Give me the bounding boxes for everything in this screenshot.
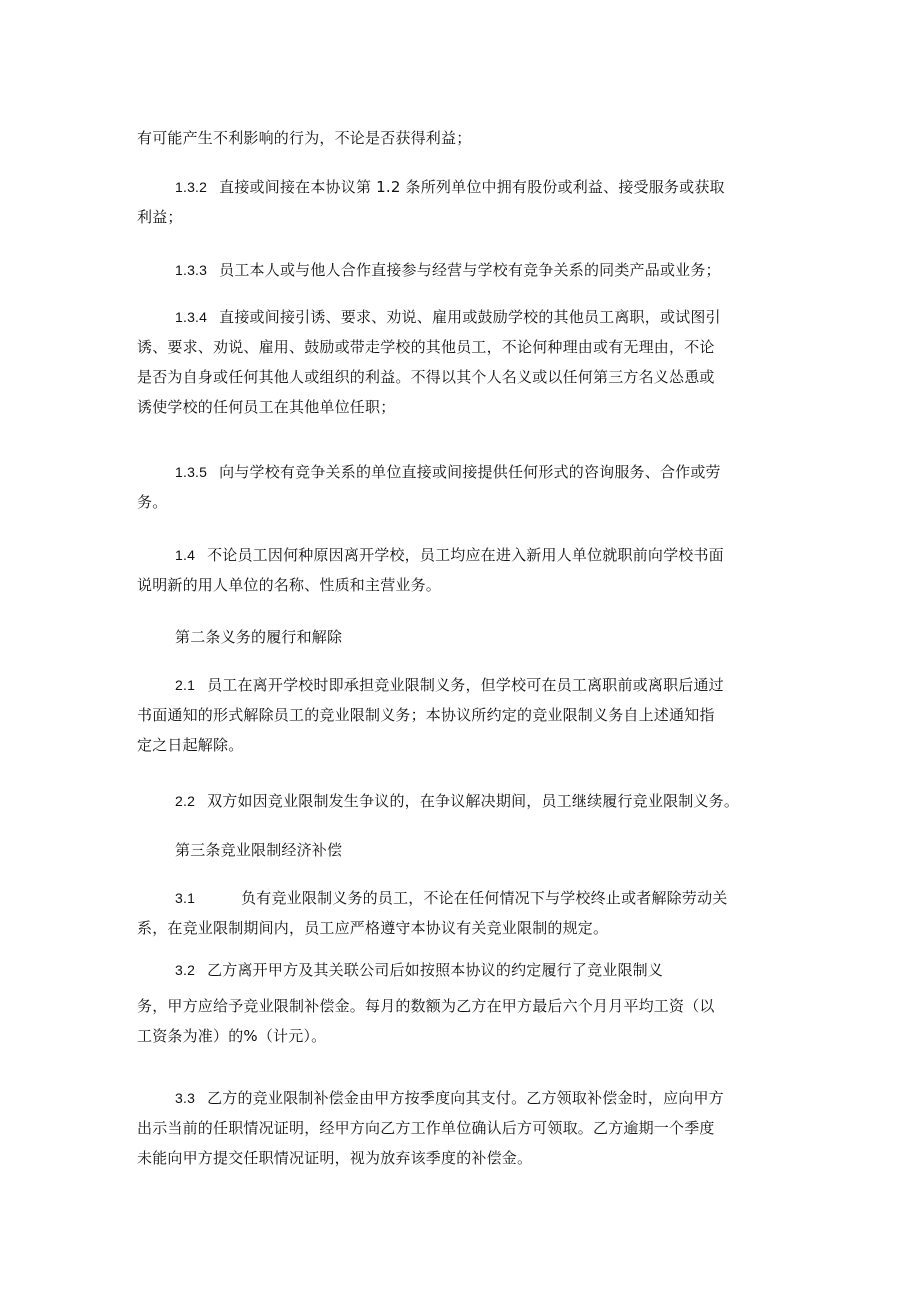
text-line: 负有竞业限制义务的员工，不论在任何情况下与学校终止或者解除劳动关 bbox=[241, 889, 728, 907]
first-line bbox=[137, 1083, 792, 1113]
clause-number: 1.3.4 bbox=[175, 309, 208, 325]
clause-1-3-2 bbox=[137, 172, 792, 232]
text-line: 书面通知的形式解除员工的竞业限制义务；本协议所约定的竞业限制义务自上述通知指 bbox=[137, 706, 715, 724]
text-line: 利益； bbox=[137, 208, 183, 226]
first-line bbox=[137, 172, 792, 202]
clause-3-3 bbox=[137, 1083, 792, 1173]
text-line: 定之日起解除。 bbox=[137, 736, 244, 754]
clause-number: 1.3.5 bbox=[175, 464, 208, 480]
section-heading-3 bbox=[137, 835, 792, 865]
text-line: 务，甲方应给予竞业限制补偿金。每月的数额为乙方在甲方最后六个月月平均工资（以 bbox=[137, 997, 715, 1015]
clause-number: 1.4 bbox=[175, 547, 196, 563]
text-line: 系，在竞业限制期间内，员工应严格遵守本协议有关竞业限制的规定。 bbox=[137, 919, 609, 937]
text-line: 直接或间接在本协议第 1.2 条所列单位中拥有股份或利益、接受服务或获取 bbox=[219, 178, 725, 196]
text-line: 出示当前的任职情况证明，经甲方向乙方工作单位确认后方可领取。乙方逾期一个季度 bbox=[137, 1119, 715, 1137]
text-line: 乙方离开甲方及其关联公司后如按照本协议的约定履行了竞业限制义 bbox=[207, 961, 664, 979]
first-line bbox=[137, 622, 792, 652]
first-line bbox=[137, 835, 792, 865]
clause-1-3-5 bbox=[137, 457, 792, 517]
text-line: 不论员工因何种原因离开学校，员工均应在进入新用人单位就职前向学校书面 bbox=[207, 546, 724, 564]
paragraph-continuation bbox=[137, 123, 792, 153]
clause-number: 3.3 bbox=[175, 1090, 196, 1106]
first-line bbox=[137, 255, 792, 285]
text-line: 诱使学校的任何员工在其他单位任职； bbox=[137, 398, 396, 416]
clause-3-1 bbox=[137, 883, 792, 943]
first-line bbox=[137, 955, 792, 985]
heading-text: 第二条义务的履行和解除 bbox=[175, 628, 343, 646]
text-line: 诱、要求、劝说、雇用、鼓励或带走学校的其他员工，不论何种理由或有无理由，不论 bbox=[137, 338, 715, 356]
text-line: 有可能产生不利影响的行为，不论是否获得利益； bbox=[137, 129, 472, 147]
first-line bbox=[137, 540, 792, 570]
clause-number: 2.1 bbox=[175, 677, 196, 693]
first-line bbox=[137, 786, 792, 816]
clause-2-1 bbox=[137, 670, 792, 760]
text-line: 双方如因竞业限制发生争议的，在争议解决期间，员工继续履行竞业限制义务。 bbox=[207, 792, 740, 810]
text-line: 务。 bbox=[137, 493, 168, 511]
text-line: 工资条为准）的%（计元）。 bbox=[137, 1027, 327, 1045]
clause-1-3-3 bbox=[137, 255, 792, 285]
text-line: 说明新的用人单位的名称、性质和主营业务。 bbox=[137, 576, 442, 594]
first-line bbox=[137, 670, 792, 700]
first-line bbox=[137, 883, 792, 913]
text-line: 是否为自身或任何其他人或组织的利益。不得以其个人名义或以任何第三方名义怂恿或 bbox=[137, 368, 715, 386]
text-line: 向与学校有竞争关系的单位直接或间接提供任何形式的咨询服务、合作或劳 bbox=[219, 463, 721, 481]
text-line: 乙方的竞业限制补偿金由甲方按季度向其支付。乙方领取补偿金时，应向甲方 bbox=[207, 1089, 724, 1107]
clause-3-2 bbox=[137, 955, 792, 1051]
text-line: 未能向甲方提交任职情况证明，视为放弃该季度的补偿金。 bbox=[137, 1149, 533, 1167]
clause-number: 3.2 bbox=[175, 962, 196, 978]
clause-number: 1.3.2 bbox=[175, 179, 208, 195]
text-line: 员工本人或与他人合作直接参与经营与学校有竞争关系的同类产品或业务； bbox=[219, 261, 721, 279]
section-heading-2 bbox=[137, 622, 792, 652]
clause-number: 2.2 bbox=[175, 793, 196, 809]
first-line bbox=[137, 302, 792, 332]
clause-1-4 bbox=[137, 540, 792, 600]
clause-number: 1.3.3 bbox=[175, 262, 208, 278]
text-line: 直接或间接引诱、要求、劝说、雇用或鼓励学校的其他员工离职，或试图引 bbox=[219, 308, 721, 326]
clause-number: 3.1 bbox=[175, 890, 196, 906]
clause-1-3-4 bbox=[137, 302, 792, 422]
clause-2-2 bbox=[137, 786, 792, 816]
text-line: 员工在离开学校时即承担竞业限制义务，但学校可在员工离职前或离职后通过 bbox=[207, 676, 724, 694]
heading-text: 第三条竞业限制经济补偿 bbox=[175, 841, 343, 859]
first-line bbox=[137, 457, 792, 487]
